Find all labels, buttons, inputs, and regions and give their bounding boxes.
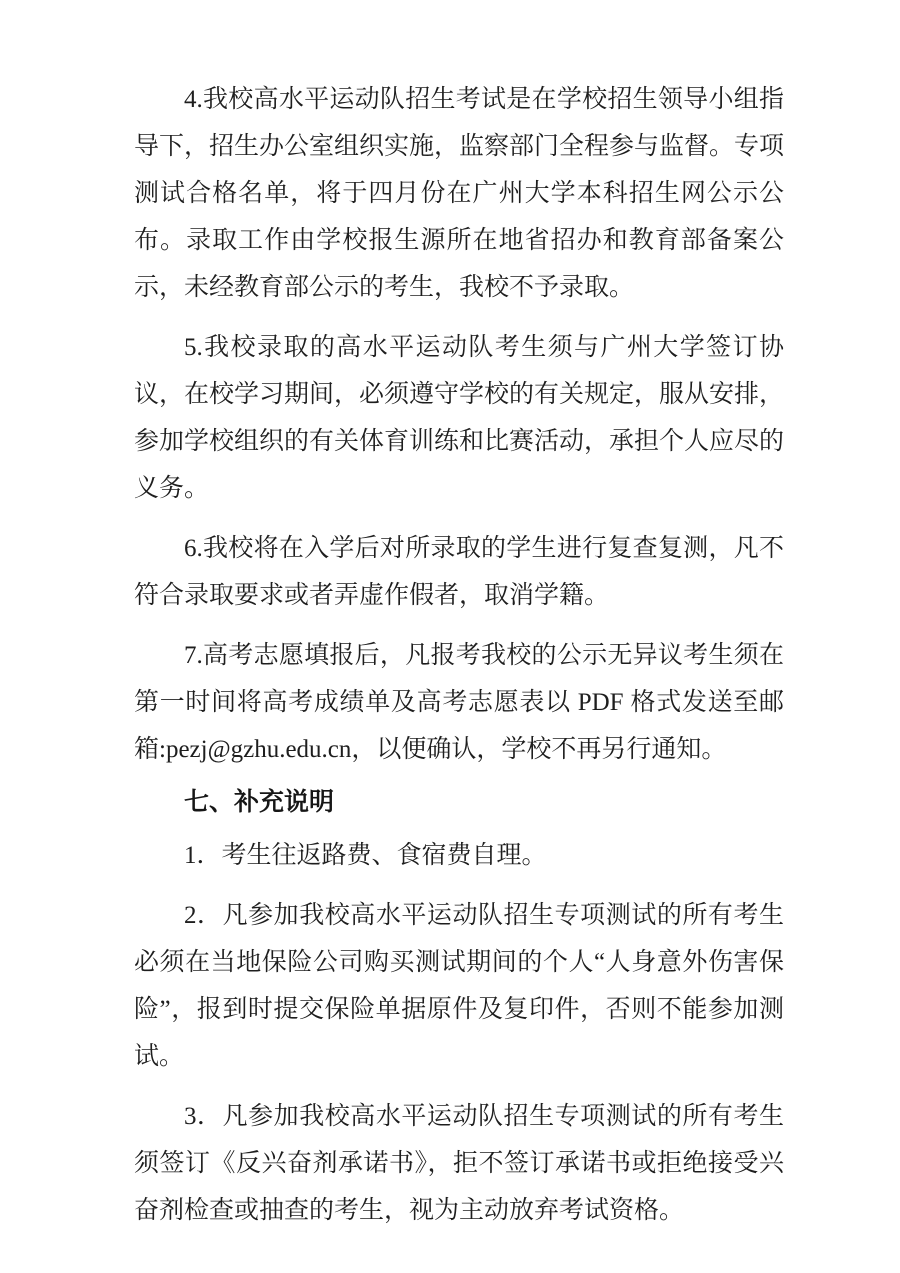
paragraph-6: 6.我校将在入学后对所录取的学生进行复查复测，凡不符合录取要求或者弄虚作假者，取消学籍。	[134, 535, 784, 609]
supplement-item-2: 2．凡参加我校高水平运动队招生专项测试的所有考生必须在当地保险公司购买测试期间的个人“人身意外伤害保险”，报到时提交保险单据原件及复印件，否则不能参加测试。	[134, 902, 784, 1070]
paragraph-5: 5.我校录取的高水平运动队考生须与广州大学签订协议，在校学习期间，必须遵守学校的有关规定，服从安排，参加学校组织的有关体育训练和比赛活动，承担个人应尽的义务。	[134, 334, 785, 502]
supplement-item-3: 3．凡参加我校高水平运动队招生专项测试的所有考生须签订《反兴奋剂承诺书》，拒不签订承诺书或拒绝接受兴奋剂检查或抽查的考生，视为主动放弃考试资格。	[134, 1103, 784, 1224]
paragraph-7-email: 7.高考志愿填报后，凡报考我校的公示无异议考生须在第一时间将高考成绩单及高考志愿表以 PDF 格式发送至邮箱:pezj@gzhu.edu.cn，以便确认，学校不再另行通知。	[134, 642, 784, 763]
supplement-item-1: 1．考生往返路费、食宿费自理。	[184, 842, 547, 869]
document-content	[134, 76, 784, 1234]
paragraph-4: 4.我校高水平运动队招生考试是在学校招生领导小组指导下，招生办公室组织实施，监察部门全程参与监督。专项测试合格名单，将于四月份在广州大学本科招生网公示公布。录取工作由学校报生源所在地省招办和教育部备案公示，未经教育部公示的考生，我校不予录取。	[134, 86, 785, 301]
section-heading-supplementary-notes: 七、补充说明	[184, 788, 335, 816]
